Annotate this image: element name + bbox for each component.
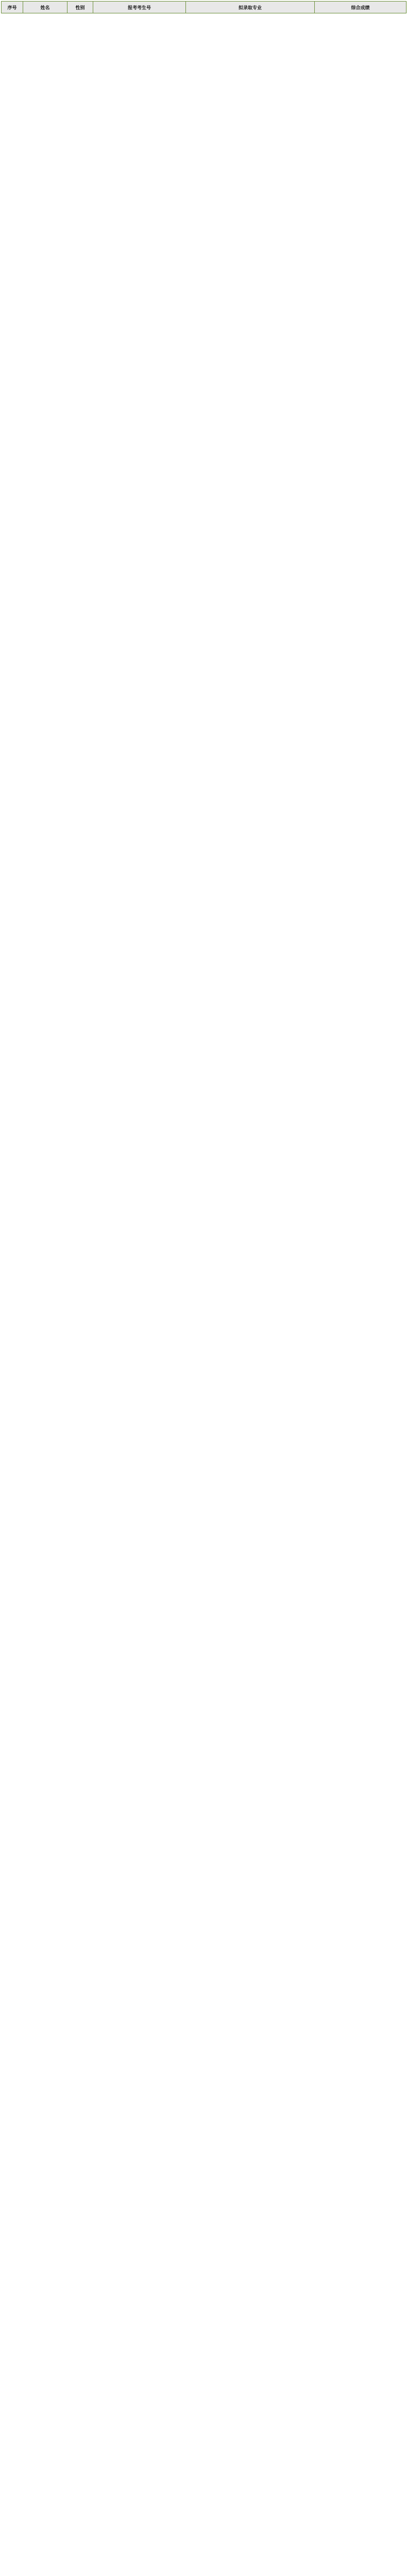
admission-table	[1, 1, 406, 13]
header-gender: 性别	[67, 2, 93, 13]
header-index: 序号	[2, 2, 23, 13]
header-score: 综合成绩	[315, 2, 406, 13]
header-exam-id: 报考考生号	[93, 2, 186, 13]
header-major: 拟录取专业	[186, 2, 315, 13]
table-header-row	[2, 2, 406, 13]
header-name: 姓名	[23, 2, 67, 13]
